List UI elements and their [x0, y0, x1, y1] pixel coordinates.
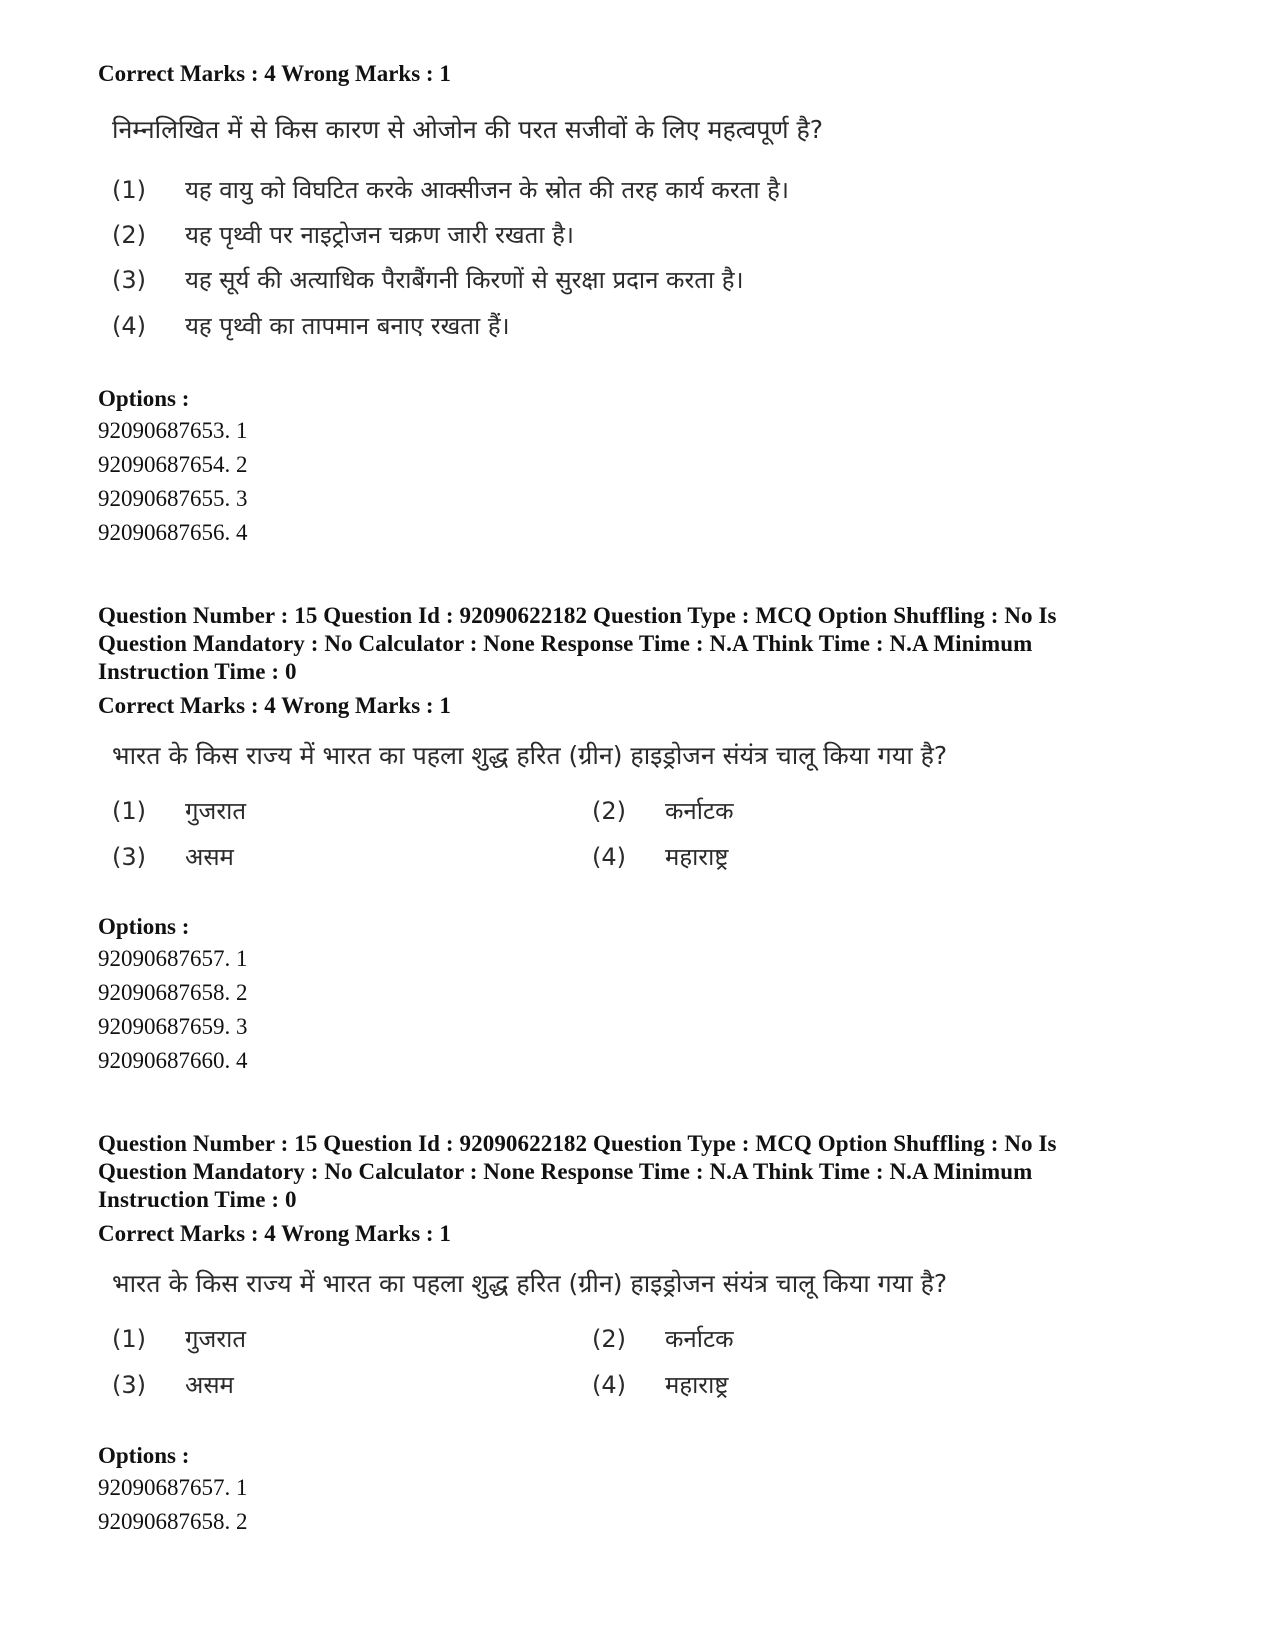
option-id-line: 92090687659. 3 [98, 1014, 248, 1039]
choice-text: असम [185, 1371, 234, 1399]
choice-number: (4) [112, 312, 146, 340]
choice-text: असम [185, 843, 234, 871]
choice-number: (4) [592, 1371, 626, 1399]
options-label: Options : [98, 1443, 190, 1468]
choice-number: (1) [112, 176, 146, 204]
choice-text: गुजरात [185, 797, 247, 825]
q15b-options-block [98, 1441, 1198, 1539]
options-label: Options : [98, 386, 190, 411]
question-text: भारत के किस राज्य में भारत का पहला शुद्ध हरित (ग्रीन) हाइड्रोजन संयंत्र चालू किया गया है? [112, 1269, 948, 1298]
q14-marks-block [98, 60, 1198, 88]
question-meta-line: Instruction Time : 0 [98, 1187, 297, 1212]
marks-line: Correct Marks : 4 Wrong Marks : 1 [98, 61, 451, 86]
option-id-line: 92090687655. 3 [98, 486, 248, 511]
choice-number: (1) [112, 1325, 146, 1353]
choice-text: गुजरात [185, 1325, 247, 1353]
choice-text: कर्नाटक [665, 797, 734, 825]
question-meta-line: Question Mandatory : No Calculator : None Response Time : N.A Think Time : N.A Minimum [98, 631, 1033, 656]
question-meta-line: Question Number : 15 Question Id : 92090622182 Question Type : MCQ Option Shuffling : No Is [98, 1131, 1057, 1156]
option-id-line: 92090687656. 4 [98, 520, 248, 545]
q15a-header-block [98, 602, 1198, 720]
q14-options-block [98, 384, 1198, 550]
choice-number: (2) [112, 221, 146, 249]
option-id-line: 92090687658. 2 [98, 1509, 248, 1534]
choice-text: यह सूर्य की अत्याधिक पैराबैंगनी किरणों से सुरक्षा प्रदान करता है। [185, 266, 744, 294]
choice-number: (3) [112, 1371, 146, 1399]
choice-text: यह पृथ्वी पर नाइट्रोजन चक्रण जारी रखता है। [185, 221, 574, 249]
q15a-options-block [98, 912, 1198, 1078]
q15b-header-block [98, 1130, 1198, 1248]
choice-text: महाराष्ट्र [665, 1371, 729, 1399]
option-id-line: 92090687658. 2 [98, 980, 248, 1005]
choice-number: (4) [592, 843, 626, 871]
option-id-line: 92090687653. 1 [98, 418, 248, 443]
question-meta-line: Question Number : 15 Question Id : 92090622182 Question Type : MCQ Option Shuffling : No Is [98, 603, 1057, 628]
choice-text: यह वायु को विघटित करके आक्सीजन के स्रोत की तरह कार्य करता है। [185, 176, 790, 204]
choice-text: कर्नाटक [665, 1325, 734, 1353]
option-id-line: 92090687657. 1 [98, 946, 248, 971]
question-text: भारत के किस राज्य में भारत का पहला शुद्ध हरित (ग्रीन) हाइड्रोजन संयंत्र चालू किया गया है? [112, 741, 948, 770]
choice-number: (1) [112, 797, 146, 825]
question-meta-line: Question Mandatory : No Calculator : None Response Time : N.A Think Time : N.A Minimum [98, 1159, 1033, 1184]
choice-text: महाराष्ट्र [665, 843, 729, 871]
question-meta-line: Instruction Time : 0 [98, 659, 297, 684]
marks-line: Correct Marks : 4 Wrong Marks : 1 [98, 1221, 451, 1246]
choice-number: (2) [592, 797, 626, 825]
options-label: Options : [98, 914, 190, 939]
option-id-line: 92090687657. 1 [98, 1475, 248, 1500]
question-text: निम्नलिखित में से किस कारण से ओजोन की परत सजीवों के लिए महत्वपूर्ण है? [112, 115, 824, 144]
choice-number: (3) [112, 843, 146, 871]
option-id-line: 92090687654. 2 [98, 452, 248, 477]
choice-number: (2) [592, 1325, 626, 1353]
choice-number: (3) [112, 266, 146, 294]
marks-line: Correct Marks : 4 Wrong Marks : 1 [98, 693, 451, 718]
choice-text: यह पृथ्वी का तापमान बनाए रखता हैं। [185, 312, 510, 340]
option-id-line: 92090687660. 4 [98, 1048, 248, 1073]
